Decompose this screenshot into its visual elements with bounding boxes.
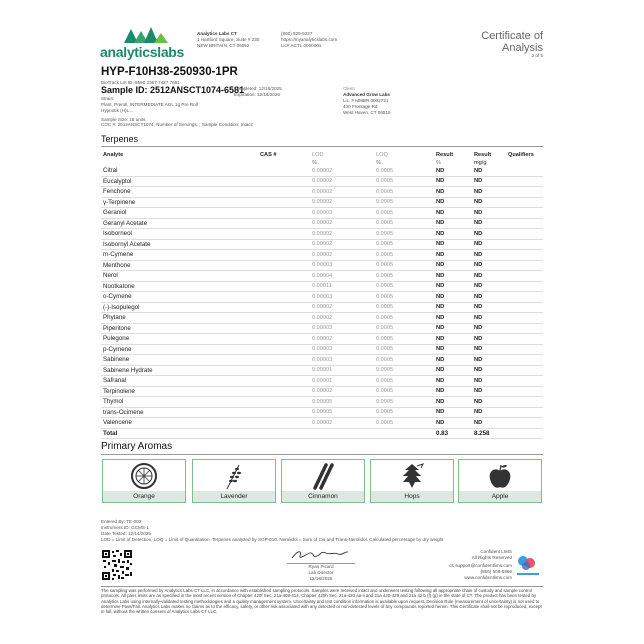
cas-cell bbox=[258, 313, 310, 324]
instrument-id: Instrument ID: GCMS-1 bbox=[101, 525, 149, 530]
cas-cell bbox=[258, 428, 310, 439]
logo-mountains-icon bbox=[124, 27, 170, 43]
result-mgg-cell: ND bbox=[472, 344, 506, 355]
result-pct-cell: ND bbox=[434, 271, 472, 282]
result-pct-cell: ND bbox=[434, 407, 472, 418]
lod-cell: 0.00002 bbox=[310, 313, 374, 324]
cas-cell bbox=[258, 397, 310, 408]
lavender-icon bbox=[193, 462, 275, 490]
result-mgg-cell: ND bbox=[472, 386, 506, 397]
lod-cell: 0.00002 bbox=[310, 250, 374, 261]
table-row bbox=[101, 187, 543, 198]
table-row bbox=[101, 260, 543, 271]
lab-contact bbox=[281, 31, 371, 49]
expiration-date: Expiration: 12/16/2026 bbox=[234, 92, 280, 97]
table-row bbox=[101, 197, 543, 208]
lims-name: Confident LIMS bbox=[480, 549, 512, 554]
lab-info bbox=[197, 31, 277, 49]
aroma-label: Hops bbox=[371, 491, 453, 502]
terpenes-title: Terpenes bbox=[101, 134, 139, 144]
analyte-cell: Thymol bbox=[101, 397, 258, 408]
analyte-cell: m-Cymene bbox=[101, 250, 258, 261]
loq-cell: 0.0005 bbox=[374, 229, 434, 240]
result-mgg-cell: ND bbox=[472, 397, 506, 408]
footer-divider bbox=[101, 586, 543, 587]
terpenes-divider bbox=[101, 146, 543, 147]
cas-cell bbox=[258, 292, 310, 303]
lod-cell: 0.00002 bbox=[310, 176, 374, 187]
sample-matrix: Plant, Preroll, INTERMEDIATE AGL 1g Pre Roll bbox=[101, 102, 198, 107]
analyte-cell: trans-Ocimene bbox=[101, 407, 258, 418]
table-row bbox=[101, 418, 543, 429]
loq-cell: 0.0005 bbox=[374, 334, 434, 345]
result-pct-cell: ND bbox=[434, 239, 472, 250]
result-pct-cell: ND bbox=[434, 229, 472, 240]
coc-line: COC #: 2512ANSCT1074; Number of Servings: ; Sample Condition: Intact; bbox=[101, 122, 254, 127]
qualifier-cell bbox=[506, 292, 543, 303]
result-mgg-cell: ND bbox=[472, 166, 506, 176]
sample-matrix-line2: Hypnotik (H)L... bbox=[101, 108, 133, 113]
result-mgg-cell: ND bbox=[472, 229, 506, 240]
unit-qualifiers bbox=[506, 159, 543, 166]
table-row bbox=[101, 239, 543, 250]
qualifier-cell bbox=[506, 208, 543, 219]
aroma-label: Orange bbox=[103, 491, 185, 502]
qualifier-cell bbox=[506, 418, 543, 429]
loq-cell: 0.0005 bbox=[374, 376, 434, 387]
lims-email: cs.support@confidentlims.com bbox=[449, 563, 512, 568]
completed-date: Completed: 12/16/2025 bbox=[234, 86, 282, 91]
table-row bbox=[101, 365, 543, 376]
client-block bbox=[343, 86, 453, 116]
analyte-cell: Sabinene bbox=[101, 355, 258, 366]
analyte-cell: Nerol bbox=[101, 271, 258, 282]
sample-details bbox=[101, 96, 241, 114]
lod-cell: 0.00002 bbox=[310, 302, 374, 313]
result-pct-cell: ND bbox=[434, 323, 472, 334]
table-row bbox=[101, 323, 543, 334]
result-pct-cell: ND bbox=[434, 397, 472, 408]
cas-cell bbox=[258, 166, 310, 176]
cas-cell bbox=[258, 355, 310, 366]
qualifier-cell bbox=[506, 323, 543, 334]
lod-cell: 0.00004 bbox=[310, 271, 374, 282]
client-address-line2: West Haven, CT 06516 bbox=[343, 110, 391, 115]
analyte-cell: Safranal bbox=[101, 376, 258, 387]
col-result-mgg: Result bbox=[474, 152, 492, 158]
qualifier-cell bbox=[506, 229, 543, 240]
qualifier-cell bbox=[506, 344, 543, 355]
lims-logo-icon bbox=[515, 554, 541, 578]
loq-cell: 0.0005 bbox=[374, 397, 434, 408]
lab-address-line2: NEW BRITAIN, CT 06052 bbox=[197, 43, 250, 48]
table-row bbox=[101, 302, 543, 313]
date-tested: Date Tested: 12/14/2025 bbox=[101, 531, 151, 536]
unit-loq: % bbox=[376, 159, 381, 166]
entered-by: Entered By: TE-002 bbox=[101, 519, 142, 524]
qualifier-cell bbox=[506, 281, 543, 292]
cas-cell bbox=[258, 218, 310, 229]
aroma-label: Lavender bbox=[193, 491, 275, 502]
biotrack-lot: BioTrack Lot ID: 9590 2367 7427 7681 bbox=[101, 80, 180, 85]
aromas-divider bbox=[101, 454, 543, 455]
cas-cell bbox=[258, 365, 310, 376]
lod-cell: 0.00003 bbox=[310, 323, 374, 334]
analyte-cell: Menthone bbox=[101, 260, 258, 271]
analyte-cell: Geraniol bbox=[101, 208, 258, 219]
lod-cell: 0.00003 bbox=[310, 355, 374, 366]
loq-cell: 0.0005 bbox=[374, 271, 434, 282]
lab-phone: (860) 925-5227 bbox=[281, 31, 313, 36]
col-analyte: Analyte bbox=[103, 152, 124, 158]
loq-cell: 0.0005 bbox=[374, 302, 434, 313]
result-mgg-cell: ND bbox=[472, 218, 506, 229]
result-mgg-cell: ND bbox=[472, 376, 506, 387]
loq-cell: 0.0005 bbox=[374, 365, 434, 376]
qualifier-cell bbox=[506, 386, 543, 397]
loq-cell: 0.0005 bbox=[374, 176, 434, 187]
total-label: Total bbox=[101, 428, 258, 439]
result-mgg-cell: ND bbox=[472, 355, 506, 366]
result-pct-cell: ND bbox=[434, 313, 472, 324]
cas-cell bbox=[258, 197, 310, 208]
client-name: Advanced Grow Labs bbox=[343, 92, 390, 97]
cas-cell bbox=[258, 176, 310, 187]
table-row bbox=[101, 386, 543, 397]
sample-id: Sample ID: 2512ANSCT1074-6581 bbox=[101, 85, 245, 95]
table-row bbox=[101, 355, 543, 366]
aroma-card-apple bbox=[458, 459, 542, 503]
table-row bbox=[101, 407, 543, 418]
analyte-cell: Sabinene Hydrate bbox=[101, 365, 258, 376]
qualifier-cell bbox=[506, 313, 543, 324]
loq-cell: 0.0005 bbox=[374, 386, 434, 397]
result-mgg-cell: ND bbox=[472, 313, 506, 324]
result-pct-cell: ND bbox=[434, 187, 472, 198]
col-result-pct: Result bbox=[436, 152, 454, 158]
result-pct-cell: ND bbox=[434, 365, 472, 376]
lod-cell: 0.00002 bbox=[310, 218, 374, 229]
unit-analyte bbox=[101, 159, 258, 166]
cinnamon-icon bbox=[282, 462, 364, 490]
cas-cell bbox=[258, 260, 310, 271]
col-loq: LOQ bbox=[376, 152, 388, 158]
cas-cell bbox=[258, 239, 310, 250]
test-details bbox=[101, 519, 301, 537]
table-row bbox=[101, 166, 543, 176]
loq-cell: 0.0005 bbox=[374, 418, 434, 429]
terpenes-body bbox=[101, 166, 543, 439]
lod-cell: 0.00002 bbox=[310, 166, 374, 176]
analyte-cell: Valencene bbox=[101, 418, 258, 429]
cas-cell bbox=[258, 302, 310, 313]
cas-cell bbox=[258, 229, 310, 240]
table-row bbox=[101, 344, 543, 355]
analyte-cell: p-Cymene bbox=[101, 344, 258, 355]
result-pct-cell: ND bbox=[434, 344, 472, 355]
lod-cell: 0.00003 bbox=[310, 208, 374, 219]
result-mgg-cell: ND bbox=[472, 281, 506, 292]
analyte-cell: Pulegone bbox=[101, 334, 258, 345]
analyte-cell: Eucalyptol bbox=[101, 176, 258, 187]
qualifier-cell bbox=[506, 302, 543, 313]
logo-text: analyticslabs bbox=[100, 44, 185, 60]
total-row bbox=[101, 428, 543, 439]
client-license: Lic. # MMBR.0002721 bbox=[343, 98, 389, 103]
lod-cell: 0.00003 bbox=[310, 292, 374, 303]
loq-cell: 0.0005 bbox=[374, 166, 434, 176]
table-row bbox=[101, 281, 543, 292]
result-pct-cell: ND bbox=[434, 386, 472, 397]
result-pct-cell: ND bbox=[434, 260, 472, 271]
analyte-cell: Nootkatone bbox=[101, 281, 258, 292]
table-row bbox=[101, 229, 543, 240]
lod-cell: 0.00001 bbox=[310, 376, 374, 387]
signer-date: 12/16/2025 bbox=[309, 576, 333, 581]
table-row bbox=[101, 208, 543, 219]
analyte-cell: Citral bbox=[101, 166, 258, 176]
qualifier-cell bbox=[506, 365, 543, 376]
result-mgg-cell: ND bbox=[472, 239, 506, 250]
qualifier-cell bbox=[506, 218, 543, 229]
lod-cell: 0.00002 bbox=[310, 386, 374, 397]
table-row bbox=[101, 218, 543, 229]
qualifier-cell bbox=[506, 376, 543, 387]
aroma-card-hops bbox=[370, 459, 454, 503]
lab-license: Lic# ACTL.0000001 bbox=[281, 43, 322, 48]
result-mgg-cell: ND bbox=[472, 250, 506, 261]
lod-note: LOD = Limit of Detection, LOQ = Limit of Quantitation. Terpenes analyzed by SOP-010. Nerolidol = Sum of Cis and Trans-Nerolidol. Calculated percentage by dry weight bbox=[101, 537, 444, 542]
lod-cell: 0.00002 bbox=[310, 239, 374, 250]
result-mgg-cell: ND bbox=[472, 271, 506, 282]
cas-cell bbox=[258, 250, 310, 261]
table-row bbox=[101, 292, 543, 303]
qualifier-cell bbox=[506, 250, 543, 261]
aroma-card-lavender bbox=[192, 459, 276, 503]
loq-cell: 0.0005 bbox=[374, 250, 434, 261]
result-mgg-cell: ND bbox=[472, 292, 506, 303]
qualifier-cell bbox=[506, 397, 543, 408]
qualifier-cell bbox=[506, 166, 543, 176]
qualifier-cell bbox=[506, 428, 543, 439]
cas-cell bbox=[258, 208, 310, 219]
client-address-line1: 400 Frontage Rd bbox=[343, 104, 378, 109]
col-cas: CAS # bbox=[260, 152, 277, 158]
apple-icon bbox=[459, 462, 541, 490]
loq-cell: 0.0005 bbox=[374, 239, 434, 250]
analyte-cell: Phytane bbox=[101, 313, 258, 324]
cas-cell bbox=[258, 271, 310, 282]
result-pct-cell: ND bbox=[434, 281, 472, 292]
lod-cell: 0.00002 bbox=[310, 229, 374, 240]
analyte-cell: Isobornyl Acetate bbox=[101, 239, 258, 250]
qualifier-cell bbox=[506, 355, 543, 366]
orange-icon bbox=[103, 462, 185, 490]
table-row bbox=[101, 250, 543, 261]
lod-cell: 0.00002 bbox=[310, 197, 374, 208]
analyte-cell: γ-Terpinene bbox=[101, 197, 258, 208]
cas-cell bbox=[258, 323, 310, 334]
result-mgg-cell: ND bbox=[472, 323, 506, 334]
aroma-card-cinnamon bbox=[281, 459, 365, 503]
result-mgg-cell: ND bbox=[472, 302, 506, 313]
result-pct-cell: ND bbox=[434, 376, 472, 387]
loq-cell: 0.0005 bbox=[374, 197, 434, 208]
result-mgg-cell: ND bbox=[472, 176, 506, 187]
analyte-cell: Piperitone bbox=[101, 323, 258, 334]
terpenes-units-row bbox=[101, 159, 543, 166]
lims-website: www.confidentlims.com bbox=[464, 575, 512, 580]
cas-cell bbox=[258, 376, 310, 387]
loq-cell: 0.0005 bbox=[374, 355, 434, 366]
table-row bbox=[101, 271, 543, 282]
table-row bbox=[101, 397, 543, 408]
qualifier-cell bbox=[506, 187, 543, 198]
analyte-cell: Geranyl Acetate bbox=[101, 218, 258, 229]
lab-website: https://myanalyticslabs.com bbox=[281, 37, 338, 42]
analyte-cell: o-Cymene bbox=[101, 292, 258, 303]
result-pct-cell: ND bbox=[434, 218, 472, 229]
result-pct-cell: ND bbox=[434, 302, 472, 313]
lod-cell bbox=[310, 428, 374, 439]
result-mgg-cell: ND bbox=[472, 407, 506, 418]
analyte-cell: Terpinolene bbox=[101, 386, 258, 397]
cas-cell bbox=[258, 187, 310, 198]
loq-cell bbox=[374, 428, 434, 439]
sample-strain: Strain: bbox=[101, 96, 115, 101]
hops-icon bbox=[371, 462, 453, 490]
loq-cell: 0.0005 bbox=[374, 208, 434, 219]
analyte-cell: (-)-Isopulegol bbox=[101, 302, 258, 313]
document-title: Certificate of Analysis bbox=[481, 30, 543, 54]
page-number: 3 of 5 bbox=[531, 53, 543, 58]
cas-cell bbox=[258, 281, 310, 292]
table-row bbox=[101, 176, 543, 187]
table-row bbox=[101, 313, 543, 324]
qualifier-cell bbox=[506, 334, 543, 345]
result-pct-cell: ND bbox=[434, 250, 472, 261]
result-mgg-cell: ND bbox=[472, 197, 506, 208]
result-pct-cell: ND bbox=[434, 197, 472, 208]
qualifier-cell bbox=[506, 239, 543, 250]
loq-cell: 0.0005 bbox=[374, 323, 434, 334]
result-pct-cell: ND bbox=[434, 208, 472, 219]
loq-cell: 0.0005 bbox=[374, 344, 434, 355]
loq-cell: 0.0005 bbox=[374, 281, 434, 292]
result-pct-cell: ND bbox=[434, 334, 472, 345]
sample-size: Sample Size: 18 units bbox=[101, 117, 146, 122]
lod-cell: 0.00003 bbox=[310, 344, 374, 355]
cas-cell bbox=[258, 334, 310, 345]
cas-cell bbox=[258, 344, 310, 355]
terpenes-header-row bbox=[101, 151, 543, 159]
lod-cell: 0.00002 bbox=[310, 418, 374, 429]
lod-cell: 0.00002 bbox=[310, 334, 374, 345]
result-pct-cell: ND bbox=[434, 166, 472, 176]
loq-cell: 0.0005 bbox=[374, 187, 434, 198]
cas-cell bbox=[258, 407, 310, 418]
lod-cell: 0.00005 bbox=[310, 397, 374, 408]
lab-address-line1: 1 Hartford Square, Suite # 230 bbox=[197, 37, 260, 42]
signature bbox=[290, 548, 350, 562]
cas-cell bbox=[258, 386, 310, 397]
result-mgg-cell: ND bbox=[472, 334, 506, 345]
lab-logo bbox=[100, 27, 195, 67]
signer-title: Lab Director bbox=[308, 570, 334, 575]
qualifier-cell bbox=[506, 197, 543, 208]
lims-block bbox=[420, 549, 512, 581]
loq-cell: 0.0005 bbox=[374, 313, 434, 324]
aroma-card-orange bbox=[102, 459, 186, 503]
signer-block bbox=[280, 564, 362, 582]
unit-lod: % bbox=[312, 159, 317, 166]
sample-dates bbox=[234, 86, 324, 98]
result-mgg-cell: ND bbox=[472, 365, 506, 376]
result-pct-cell: ND bbox=[434, 418, 472, 429]
cas-cell bbox=[258, 418, 310, 429]
unit-result-pct: % bbox=[436, 159, 441, 166]
result-pct-cell: ND bbox=[434, 355, 472, 366]
sample-name: HYP-F10H38-250930-1PR bbox=[101, 66, 238, 78]
lod-cell: 0.00011 bbox=[310, 281, 374, 292]
qr-code bbox=[101, 549, 133, 581]
loq-cell: 0.0005 bbox=[374, 292, 434, 303]
qualifier-cell bbox=[506, 407, 543, 418]
lab-name: Analytics Labs CT bbox=[197, 31, 237, 36]
qualifier-cell bbox=[506, 271, 543, 282]
table-row bbox=[101, 334, 543, 345]
aroma-label: Apple bbox=[459, 491, 541, 502]
analyte-cell: Fenchone bbox=[101, 187, 258, 198]
table-row bbox=[101, 376, 543, 387]
lims-phone: (866) 506-5866 bbox=[480, 569, 512, 574]
col-qualifiers: Qualifiers bbox=[508, 152, 534, 158]
aromas-title: Primary Aromas bbox=[101, 441, 173, 452]
lod-cell: 0.00003 bbox=[310, 260, 374, 271]
qualifier-cell bbox=[506, 176, 543, 187]
disclaimer: The sampling was performed by Analytics Labs CT LLC, in accordance with established sampling protocols. Samples were received intact and underwent testing following all appropriate chain of custody and sample control protocols. All pass limits are as specified in the most recent version of Chapter 420f Sec. 21a-408-414, Chapter 420h Sec. 21a-420 aa-ii and 21a 420-429 and 21a 42 b (f) (g) in the state of CT. The product has been tested by Analytics Labs using internally-validated testing methodologies and a quality management system. Uncertainty and test condition information is available upon request. Decision Rule (measurement of uncertainty) is not used to determine Pass/Fail. Analytics Labs makes no claims as to the efficacy, safety, or other risk associated with any detected or non-detected levels of any compounds reported herein. This Certificate shall not be reproduced, except in full, without the written consent of Analytics Labs CT LLC. bbox=[101, 588, 542, 615]
lod-cell: 0.00005 bbox=[310, 407, 374, 418]
result-pct-cell: ND bbox=[434, 176, 472, 187]
result-mgg-cell: ND bbox=[472, 260, 506, 271]
loq-cell: 0.0005 bbox=[374, 407, 434, 418]
unit-cas bbox=[258, 159, 310, 166]
qualifier-cell bbox=[506, 260, 543, 271]
result-mgg-cell: ND bbox=[472, 418, 506, 429]
client-label: Client bbox=[343, 86, 355, 91]
total-result-mgg: 8.258 bbox=[472, 428, 506, 439]
lims-rights: All Rights Reserved bbox=[471, 555, 512, 560]
result-mgg-cell: ND bbox=[472, 187, 506, 198]
result-pct-cell: ND bbox=[434, 292, 472, 303]
loq-cell: 0.0005 bbox=[374, 260, 434, 271]
lod-cell: 0.00001 bbox=[310, 365, 374, 376]
col-lod: LOD bbox=[312, 152, 324, 158]
lod-cell: 0.00002 bbox=[310, 187, 374, 198]
unit-result-mgg: mg/g bbox=[474, 159, 487, 166]
aroma-label: Cinnamon bbox=[282, 491, 364, 502]
result-mgg-cell: ND bbox=[472, 208, 506, 219]
signer-name: Ryan Picard bbox=[308, 564, 334, 569]
total-result-pct: 0.83 bbox=[434, 428, 472, 439]
terpenes-table bbox=[101, 151, 543, 439]
loq-cell: 0.0005 bbox=[374, 218, 434, 229]
analyte-cell: Isoborneol bbox=[101, 229, 258, 240]
